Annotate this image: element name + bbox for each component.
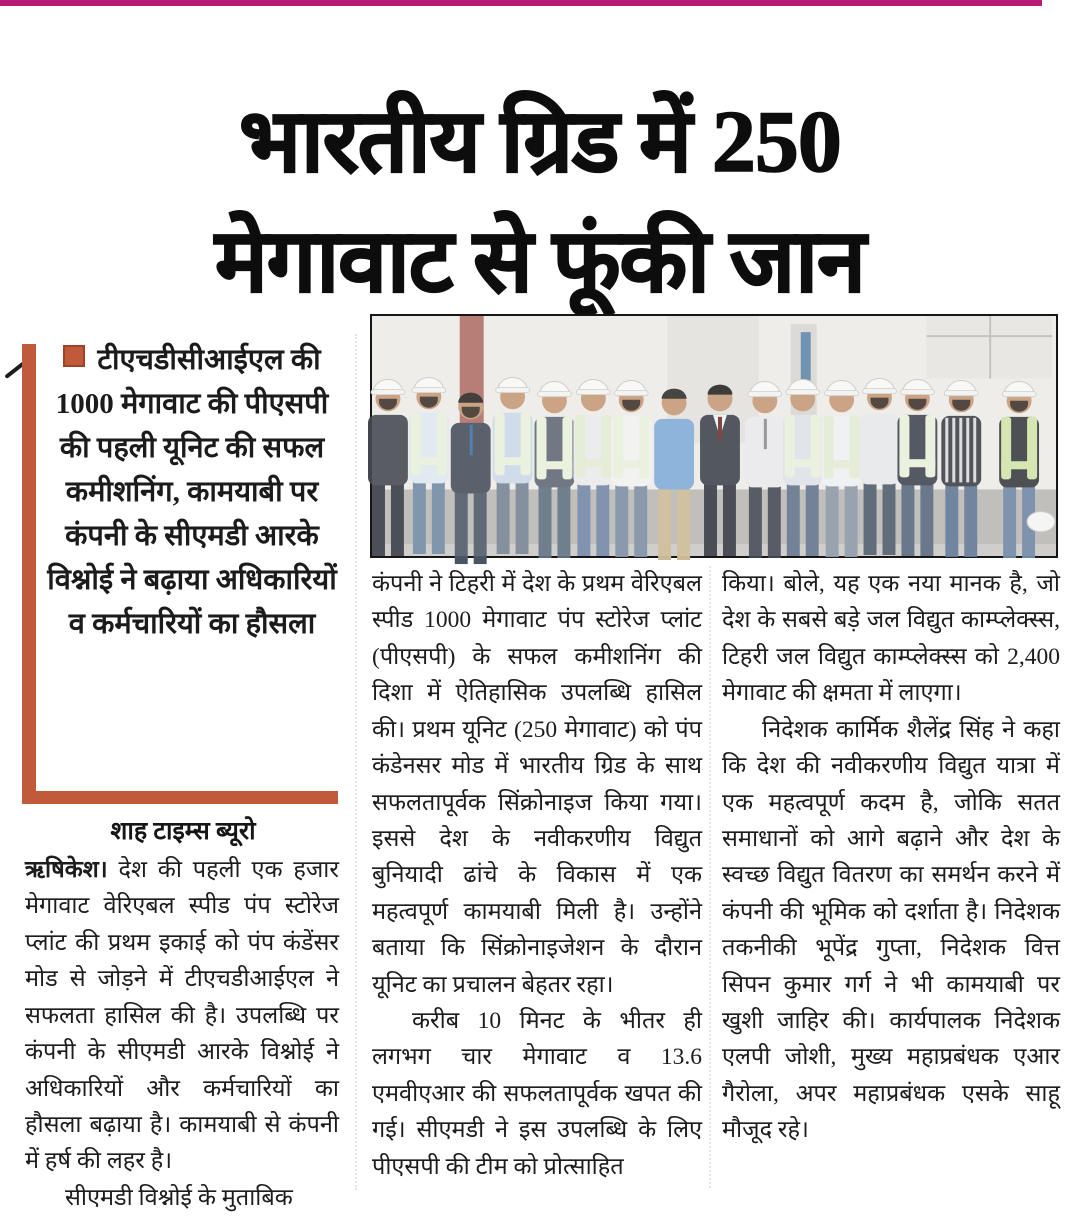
column-separator (709, 566, 711, 1188)
news-photo-illustration (372, 316, 1056, 556)
paragraph-text: देश की पहली एक हजार मेगावाट वेरिएबल स्पीड पंप स्टोरेज प्लांट की प्रथम इकाई को पंप कंडेंसर मोड से जोड़ने में टीएचडीआईएल ने सफलता हासिल की है। उपलब्धि पर कंपनी के सीएमडी आरके विश्नोई ने अधिकारियों और कर्मचारियों का हौसला बढ़ाया है। कामयाबी से कंपनी में हर्ष की लहर है। (25, 857, 339, 1175)
headline-line-1: भारतीय ग्रिड में 250 (239, 93, 841, 191)
paragraph (25, 852, 339, 1180)
paragraph: कंपनी ने टिहरी में देश के प्रथम वेरिएबल स्पीड 1000 मेगावाट पंप स्टोरेज प्लांट (पीएसपी) के सफल कमीशनिंग की दिशा में ऐतिहासिक उपलब्धि हासिल की। प्रथम यूनिट (250 मेगावाट) को पंप कंडेनसर मोड में भारतीय ग्रिड के साथ सफलतापूर्वक सिंक्रोनाइज किया गया। इससे देश के नवीकरणीय विद्युत बुनियादी ढांचे के विकास में एक महत्वपूर्ण कामयाबी मिली है। उन्होंने बताया कि सिंक्रोनाइजेशन के दौरान यूनिट का प्रचालन बेहतर रहा। (372, 571, 702, 998)
byline: शाह टाइम्स ब्यूरो (110, 818, 256, 845)
article-column-3 (722, 566, 1060, 1149)
masthead-divider-bar (0, 0, 1042, 6)
article-column-2 (372, 566, 702, 1185)
highlight-bottom-rule (22, 791, 338, 804)
paragraph: निदेशक कार्मिक शैलेंद्र सिंह ने कहा कि देश की नवीकरणीय विद्युत यात्रा में एक महत्वपूर्ण कदम है, जोकि सतत समाधानों को आगे बढ़ाने और देश के स्वच्छ विद्युत वितरण का समर्थन करने में कंपनी की भूमिक को दर्शाता है। निदेशक तकनीकी भूपेंद्र गुप्ता, निदेशक वित्त सिपन कुमार गर्ग ने भी कामयाबी पर खुशी जाहिर की। कार्यपालक निदेशक एलपी जोशी, मुख्य महाप्रबंधक एआर गैरोला, अपर महाप्रबंधक एसके साहू मौजूद रहे। (722, 716, 1060, 1144)
paragraph: किया। बोले, यह एक नया मानक है, जो देश के सबसे बड़े जल विद्युत काम्प्लेक्स्स, टिहरी जल विद्युत काम्प्लेक्स्स को 2,400 मेगावाट की क्षमता में लाएगा। (722, 571, 1060, 707)
square-bullet-icon (63, 345, 85, 367)
highlight-left-rule (22, 344, 36, 804)
paragraph: सीएमडी विश्नोई के मुताबिक (65, 1184, 293, 1211)
dateline: ऋषिकेश। (25, 857, 108, 883)
highlight-text: टीएचडीसीआईएल की 1000 मेगावाट की पीएसपी की पहली यूनिट की सफल कमीशनिंग, कामयाबी पर कंपनी के सीएमडी आरके विश्नोई ने बढ़ाया अधिकारियों व कर्मचारियों का हौसला (47, 344, 337, 641)
story-highlight-summary (46, 338, 338, 647)
paragraph: करीब 10 मिनट के भीतर ही लगभग चार मेगावाट व 13.6 एमवीएआर की सफलतापूर्वक खपत की गई। सीएमडी ने इस उपलब्धि के लिए पीएसपी की टीम को प्रोत्साहित (372, 1008, 702, 1180)
column-separator (355, 334, 357, 1190)
headline-line-2: मेगावाट से फूंकी जान (215, 213, 865, 311)
article-column-1 (25, 852, 339, 1216)
news-photo (370, 314, 1058, 558)
headline (0, 83, 1080, 322)
